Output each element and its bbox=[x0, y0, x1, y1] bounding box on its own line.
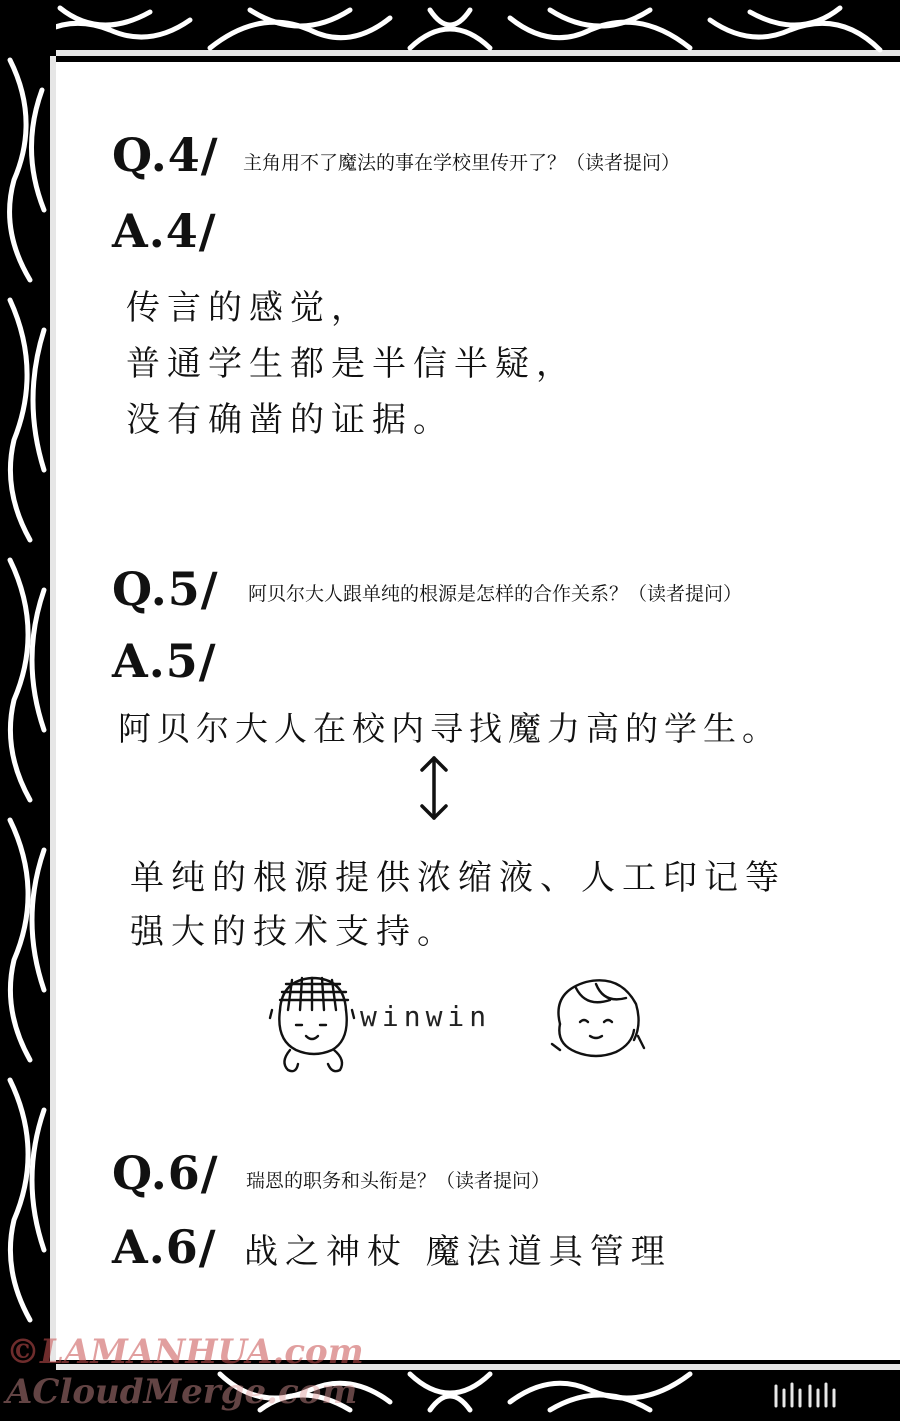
chibi-boy-doodle bbox=[546, 974, 646, 1060]
question-5-text: 阿贝尔大人跟单纯的根源是怎样的合作关系？（读者提问） bbox=[248, 583, 743, 605]
winwin-doodle-text: winwin bbox=[360, 1000, 492, 1033]
ornamental-border-top bbox=[0, 0, 900, 60]
answer-4-line-3: 没有确凿的证据。 bbox=[126, 400, 454, 440]
answer-4-label: A.4/ bbox=[112, 204, 217, 258]
question-4-text: 主角用不了魔法的事在学校里传开了？（读者提问） bbox=[243, 152, 681, 174]
double-arrow-icon bbox=[412, 752, 456, 824]
bilibili-manga-logo bbox=[770, 1376, 890, 1416]
answer-4-line-1: 传言的感觉， bbox=[126, 288, 372, 328]
chibi-girl-doodle bbox=[262, 970, 362, 1076]
question-6-text: 瑞恩的职务和头衔是？（读者提问） bbox=[246, 1170, 551, 1192]
answer-6-label: A.6/ bbox=[112, 1220, 217, 1274]
answer-6-line-1: 战之神杖 魔法道具管理 bbox=[244, 1232, 672, 1272]
watermark-lamanhua: ©LAMANHUA.com bbox=[6, 1332, 364, 1372]
answer-5-line-3: 强大的技术支持。 bbox=[130, 912, 458, 952]
answer-5-label: A.5/ bbox=[112, 634, 217, 688]
question-5-label: Q.5/ bbox=[112, 562, 219, 616]
question-4-label: Q.4/ bbox=[112, 128, 219, 182]
answer-5-line-1: 阿贝尔大人在校内寻找魔力高的学生。 bbox=[118, 709, 781, 748]
question-6-label: Q.6/ bbox=[112, 1146, 219, 1200]
ornamental-border-left bbox=[0, 0, 56, 1421]
watermark-acloudmerge: ACloudMerge.com bbox=[6, 1372, 358, 1412]
answer-5-line-2: 单纯的根源提供浓缩液、人工印记等 bbox=[130, 858, 786, 898]
answer-4-line-2: 普通学生都是半信半疑， bbox=[126, 344, 577, 384]
